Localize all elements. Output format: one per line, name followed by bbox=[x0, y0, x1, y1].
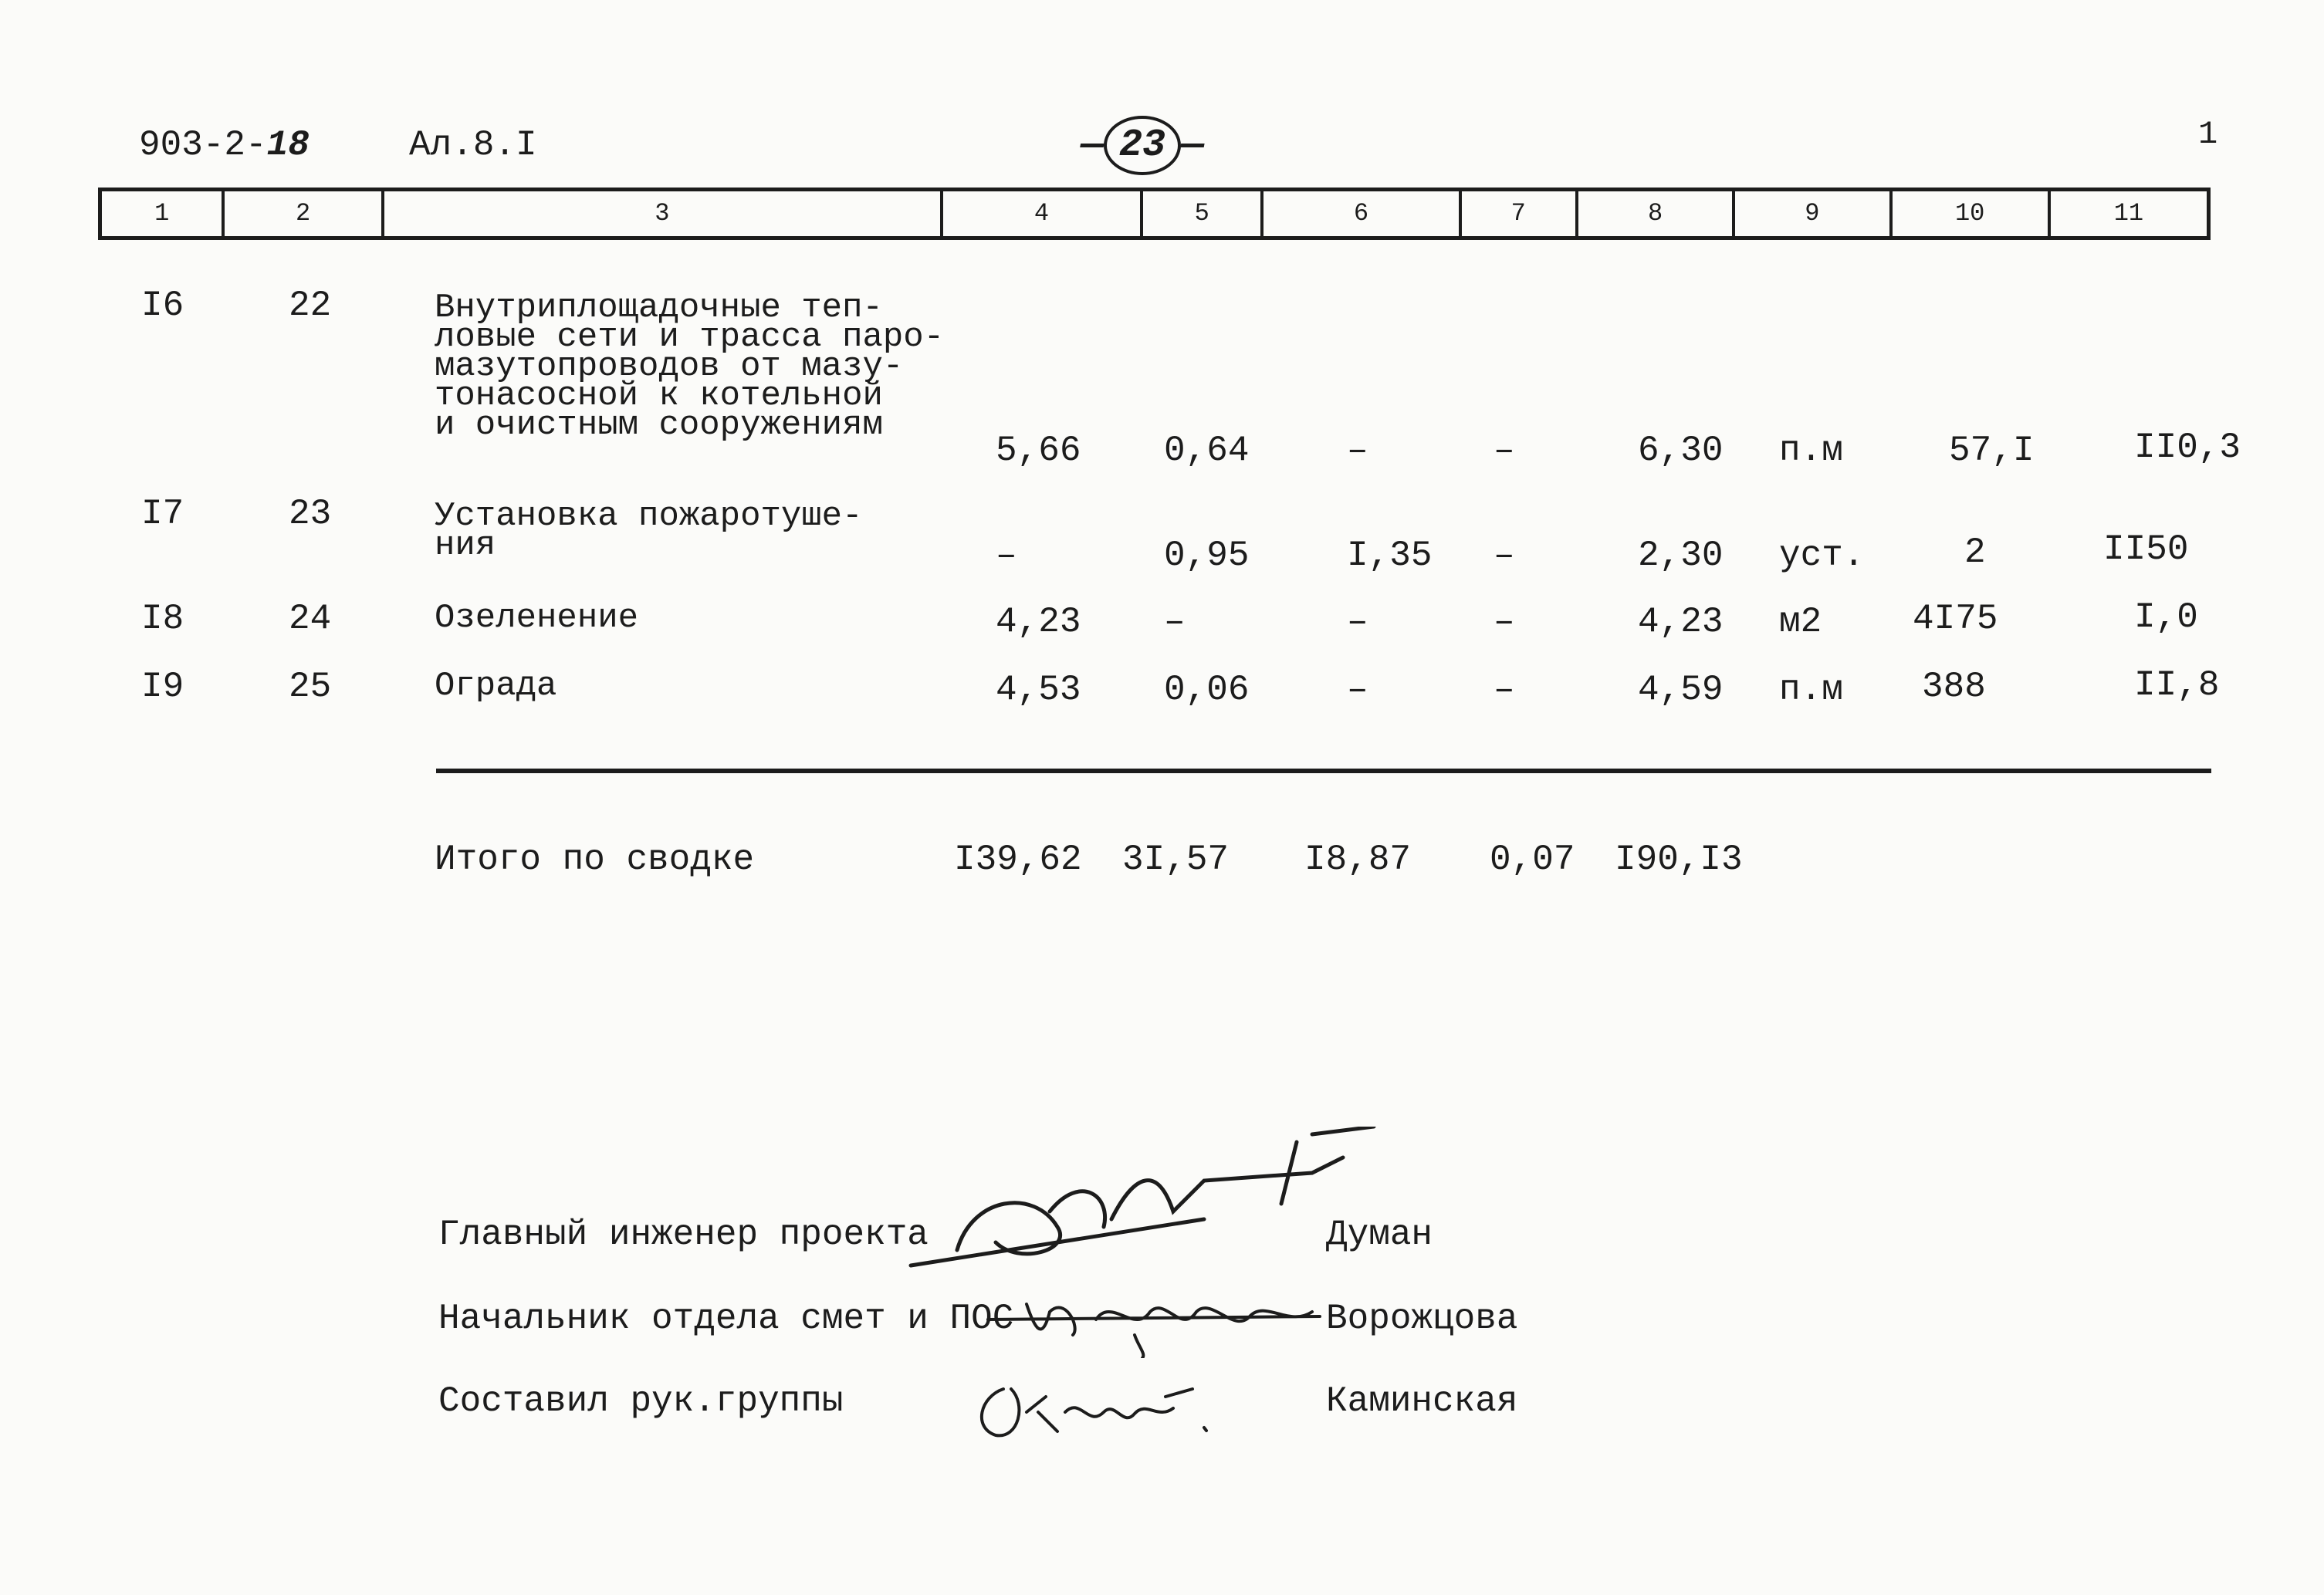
item-description: Установка пожаротуше- ния bbox=[435, 497, 863, 565]
cell-col8: 2,30 bbox=[1638, 536, 1724, 576]
cell-col10: 388 bbox=[1922, 667, 1986, 707]
cell-col10: 2 bbox=[1964, 532, 1986, 573]
page-number-value: 23 bbox=[1104, 116, 1181, 175]
total-label: Итого по сводке bbox=[435, 840, 755, 880]
cell-col8: 4,23 bbox=[1638, 602, 1724, 642]
cell-col5: 0,64 bbox=[1164, 431, 1250, 471]
total-col4: I39,62 bbox=[954, 840, 1082, 880]
column-header-3: 3 bbox=[384, 191, 943, 236]
total-col6: I8,87 bbox=[1304, 840, 1412, 880]
cell-col4: 5,66 bbox=[996, 431, 1081, 471]
cell-col6: – bbox=[1347, 602, 1368, 642]
cell-col10: 57,I bbox=[1949, 431, 2035, 471]
document-number bbox=[139, 125, 310, 165]
signature-scribble-3 bbox=[973, 1366, 1227, 1451]
column-header-9: 9 bbox=[1735, 191, 1892, 236]
column-header-10: 10 bbox=[1893, 191, 2051, 236]
cell-col11: II,8 bbox=[2134, 665, 2220, 705]
cell-col11: II0,3 bbox=[2134, 427, 2241, 468]
cell-col9: п.м bbox=[1779, 670, 1843, 710]
cell-col11: II50 bbox=[2103, 529, 2189, 569]
column-header-6: 6 bbox=[1263, 191, 1461, 236]
cell-col6: – bbox=[1347, 670, 1368, 710]
cell-col4: 4,23 bbox=[996, 602, 1081, 642]
total-col5: 3I,57 bbox=[1122, 840, 1230, 880]
signature-role: Главный инженер проекта bbox=[438, 1215, 929, 1255]
cell-col5: – bbox=[1164, 602, 1186, 642]
column-header-5: 5 bbox=[1143, 191, 1263, 236]
item-description: Внутриплощадочные теп- ловые сети и трасса паро- мазутопроводов от мазу- тонасосной к котельной и очистным сооружениям bbox=[435, 289, 945, 444]
item-description: Озеленение bbox=[435, 599, 639, 637]
cell-col10: 4I75 bbox=[1913, 599, 1998, 639]
cell-col6: I,35 bbox=[1347, 536, 1433, 576]
signature-role: Составил рук.группы bbox=[438, 1381, 844, 1421]
signature-scribble-2 bbox=[980, 1281, 1335, 1358]
cell-col5: 0,95 bbox=[1164, 536, 1250, 576]
row-number: I9 bbox=[141, 667, 184, 707]
cell-col7: – bbox=[1494, 536, 1515, 576]
album-number: Ал.8.I bbox=[409, 125, 537, 165]
cell-col9: п.м bbox=[1779, 431, 1843, 471]
signature-scribble-1 bbox=[880, 1127, 1405, 1281]
cell-col7: – bbox=[1494, 602, 1515, 642]
cell-col7: – bbox=[1494, 431, 1515, 471]
cell-col4: – bbox=[996, 536, 1017, 576]
page-number: — 23 — bbox=[1081, 116, 1204, 175]
cell-col7: – bbox=[1494, 670, 1515, 710]
row-number: I7 bbox=[141, 494, 184, 534]
cell-col5: 0,06 bbox=[1164, 670, 1250, 710]
signature-name: Каминская bbox=[1326, 1381, 1518, 1421]
cell-col6: – bbox=[1347, 431, 1368, 471]
corner-mark: 1 bbox=[2198, 116, 2218, 153]
cell-col8: 4,59 bbox=[1638, 670, 1724, 710]
cell-col9: м2 bbox=[1779, 602, 1822, 642]
row-number: I8 bbox=[141, 599, 184, 639]
document-number-suffix: 18 bbox=[266, 125, 310, 165]
cell-col8: 6,30 bbox=[1638, 431, 1724, 471]
column-header-7: 7 bbox=[1462, 191, 1578, 236]
column-header-1: 1 bbox=[102, 191, 225, 236]
document-number-prefix: 903-2- bbox=[139, 125, 267, 165]
item-number: 24 bbox=[289, 599, 332, 639]
total-separator-line bbox=[436, 769, 2211, 773]
cell-col11: I,0 bbox=[2134, 597, 2198, 637]
signature-name: Ворожцова bbox=[1326, 1299, 1518, 1339]
total-col8: I90,I3 bbox=[1615, 840, 1743, 880]
item-number: 22 bbox=[289, 286, 332, 326]
row-number: I6 bbox=[141, 286, 184, 326]
column-header-4: 4 bbox=[943, 191, 1143, 236]
signature-role: Начальник отдела смет и ПОС bbox=[438, 1299, 1014, 1339]
column-header-11: 11 bbox=[2113, 199, 2144, 228]
item-description: Ограда bbox=[435, 667, 557, 705]
item-number: 25 bbox=[289, 667, 332, 707]
column-header-2: 2 bbox=[225, 191, 384, 236]
column-header-8: 8 bbox=[1578, 191, 1735, 236]
signature-name: Думан bbox=[1326, 1215, 1433, 1255]
total-col7: 0,07 bbox=[1490, 840, 1575, 880]
cell-col4: 4,53 bbox=[996, 670, 1081, 710]
cell-col9: уст. bbox=[1779, 536, 1865, 576]
column-header-row bbox=[98, 188, 2211, 240]
item-number: 23 bbox=[289, 494, 332, 534]
